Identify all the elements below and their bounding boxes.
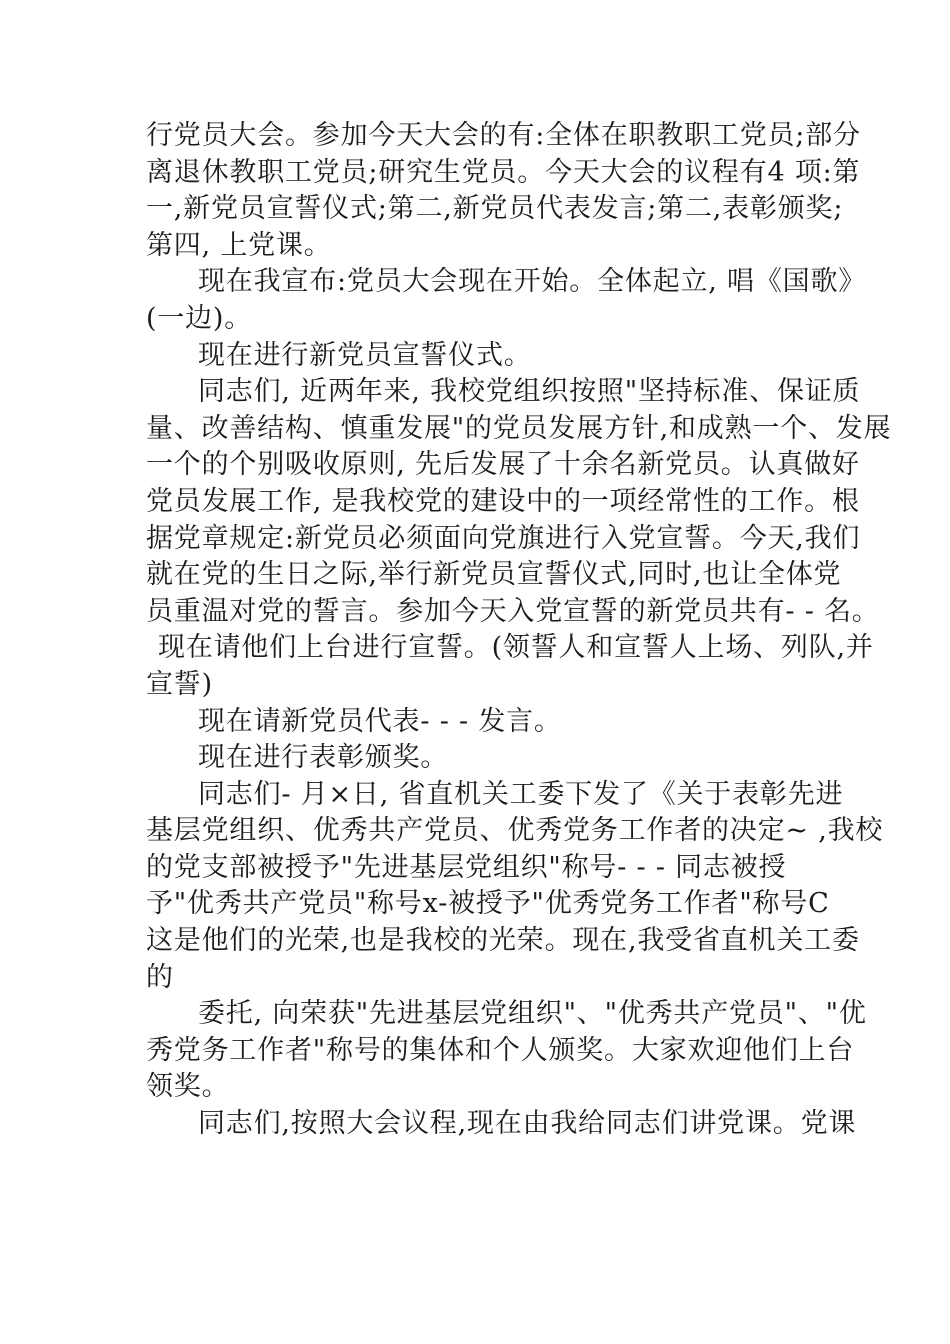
text-line: 基层党组织、优秀共产党员、优秀党务工作者的决定~ ,我校	[146, 815, 884, 847]
paragraph-start-line: 委托, 向荣获"先进基层党组织"、"优秀共产党员"、"优	[198, 998, 867, 1030]
text-line: 党员发展工作, 是我校党的建设中的一项经常性的工作。根	[146, 485, 860, 517]
text-line: 行党员大会。参加今天大会的有:全体在职教职工党员;部分	[146, 120, 861, 151]
text-line: 一个的个别吸收原则, 先后发展了十余名新党员。认真做好	[146, 449, 860, 481]
paragraph-start-line: 现在我宣布:党员大会现在开始。全体起立, 唱《国歌》	[198, 266, 867, 298]
text-line: 据党章规定:新党员必须面向党旗进行入党宣誓。今天,我们	[146, 522, 861, 554]
document-body	[146, 118, 892, 1143]
text-line: 予"优秀共产党员"称号x-被授予"优秀党务工作者"称号C	[146, 888, 830, 920]
text-line: 现在请他们上台进行宣誓。(领誓人和宣誓人上场、列队,并	[158, 632, 874, 664]
text-line: 第四, 上党课。	[146, 229, 332, 261]
text-line: (一边)。	[146, 302, 253, 334]
paragraph-start-line: 现在进行新党员宣誓仪式。	[198, 339, 532, 371]
text-line: 一,新党员宣誓仪式;第二,新党员代表发言;第二,表彰颁奖;	[146, 193, 844, 225]
text-line: 宣誓)	[146, 668, 213, 700]
text-line: 员重温对党的誓言。参加今天入党宣誓的新党员共有- - 名。	[146, 595, 880, 627]
paragraph-start-line: 同志们,按照大会议程,现在由我给同志们讲党课。党课	[198, 1108, 857, 1140]
paragraph-start-line: 现在请新党员代表- - - 发言。	[198, 705, 562, 737]
text-line: 这是他们的光荣,也是我校的光荣。现在,我受省直机关工委	[146, 925, 860, 957]
text-line: 量、改善结构、慎重发展"的党员发展方针,和成熟一个、发展	[146, 412, 892, 444]
text-line: 就在党的生日之际,举行新党员宣誓仪式,同时,也让全体党	[146, 559, 842, 591]
text-line: 领奖。	[146, 1071, 230, 1103]
text-line: 秀党务工作者"称号的集体和个人颁奖。大家欢迎他们上台	[146, 1034, 855, 1066]
text-line: 离退休教职工党员;研究生党员。今天大会的议程有4 项:第	[146, 156, 861, 188]
text-line: 的党支部被授予"先进基层党组织"称号- - - 同志被授	[146, 851, 787, 883]
paragraph-start-line: 现在进行表彰颁奖。	[198, 742, 449, 774]
text-line: 的	[146, 961, 174, 993]
paragraph-start-line: 同志们- 月×日, 省直机关工委下发了《关于表彰先进	[198, 778, 844, 810]
paragraph-start-line: 同志们, 近两年来, 我校党组织按照"坚持标准、保证质	[198, 376, 861, 408]
